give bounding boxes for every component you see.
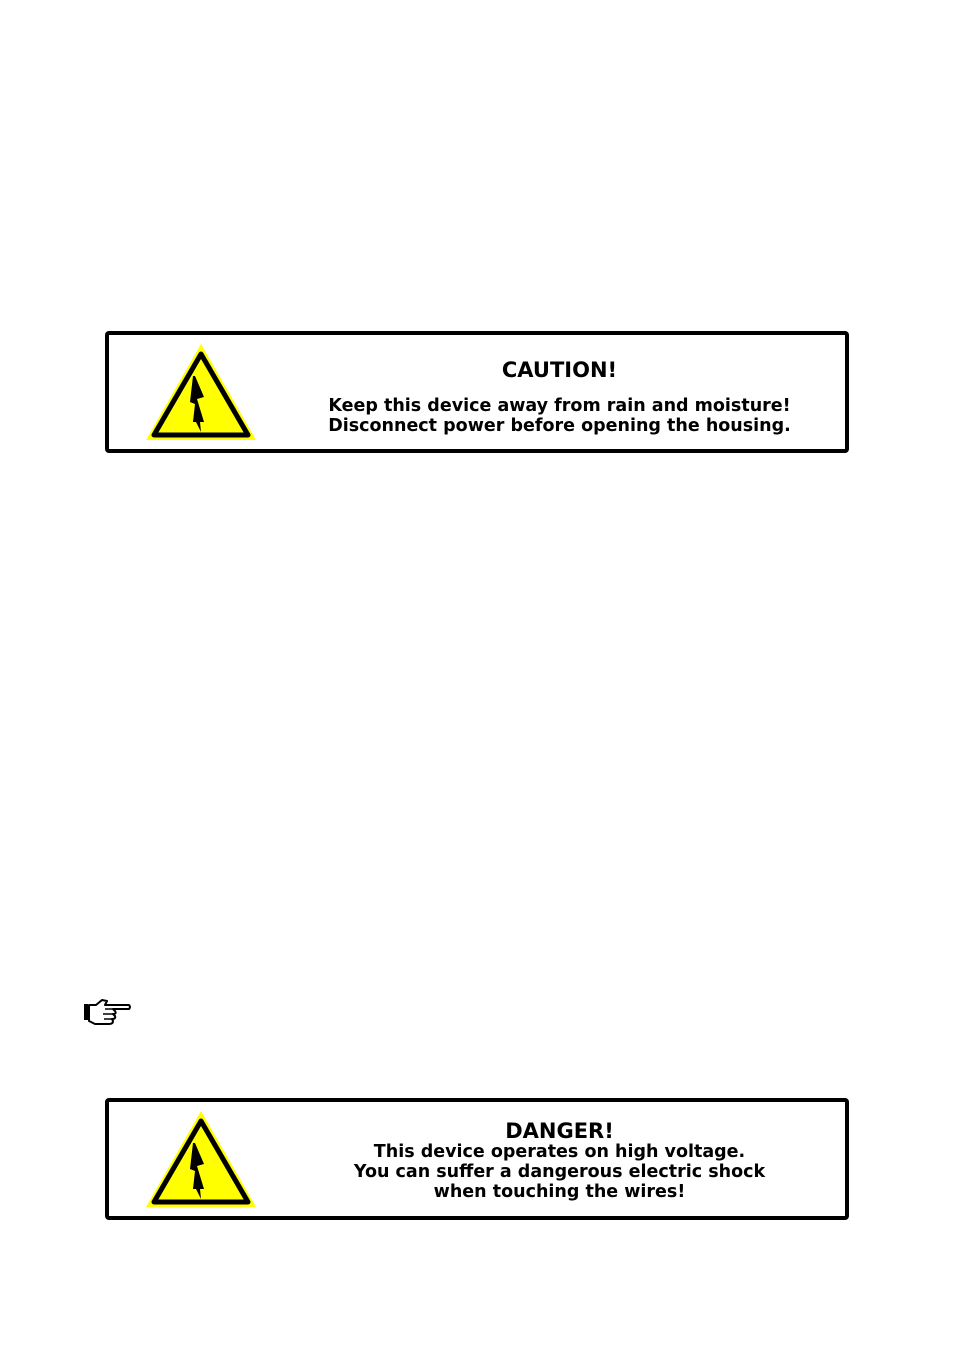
danger-box: [105, 1098, 849, 1220]
danger-title: DANGER!: [505, 1119, 614, 1143]
caution-title: CAUTION!: [501, 358, 618, 382]
caution-text: [274, 335, 845, 449]
high-voltage-warning-icon: [144, 342, 258, 442]
caution-line: Keep this device away from rain and moisture!: [328, 396, 791, 416]
high-voltage-warning-icon: [144, 1109, 258, 1209]
pointing-hand-icon: [82, 997, 132, 1027]
danger-line: You can suffer a dangerous electric shock: [353, 1162, 766, 1182]
danger-line: when touching the wires!: [433, 1182, 686, 1202]
caution-line: Disconnect power before opening the housing.: [328, 416, 791, 436]
danger-message: [274, 1142, 845, 1202]
caution-message: [274, 396, 845, 436]
danger-line: This device operates on high voltage.: [373, 1142, 746, 1162]
danger-text: [274, 1102, 845, 1216]
caution-box: [105, 331, 849, 453]
